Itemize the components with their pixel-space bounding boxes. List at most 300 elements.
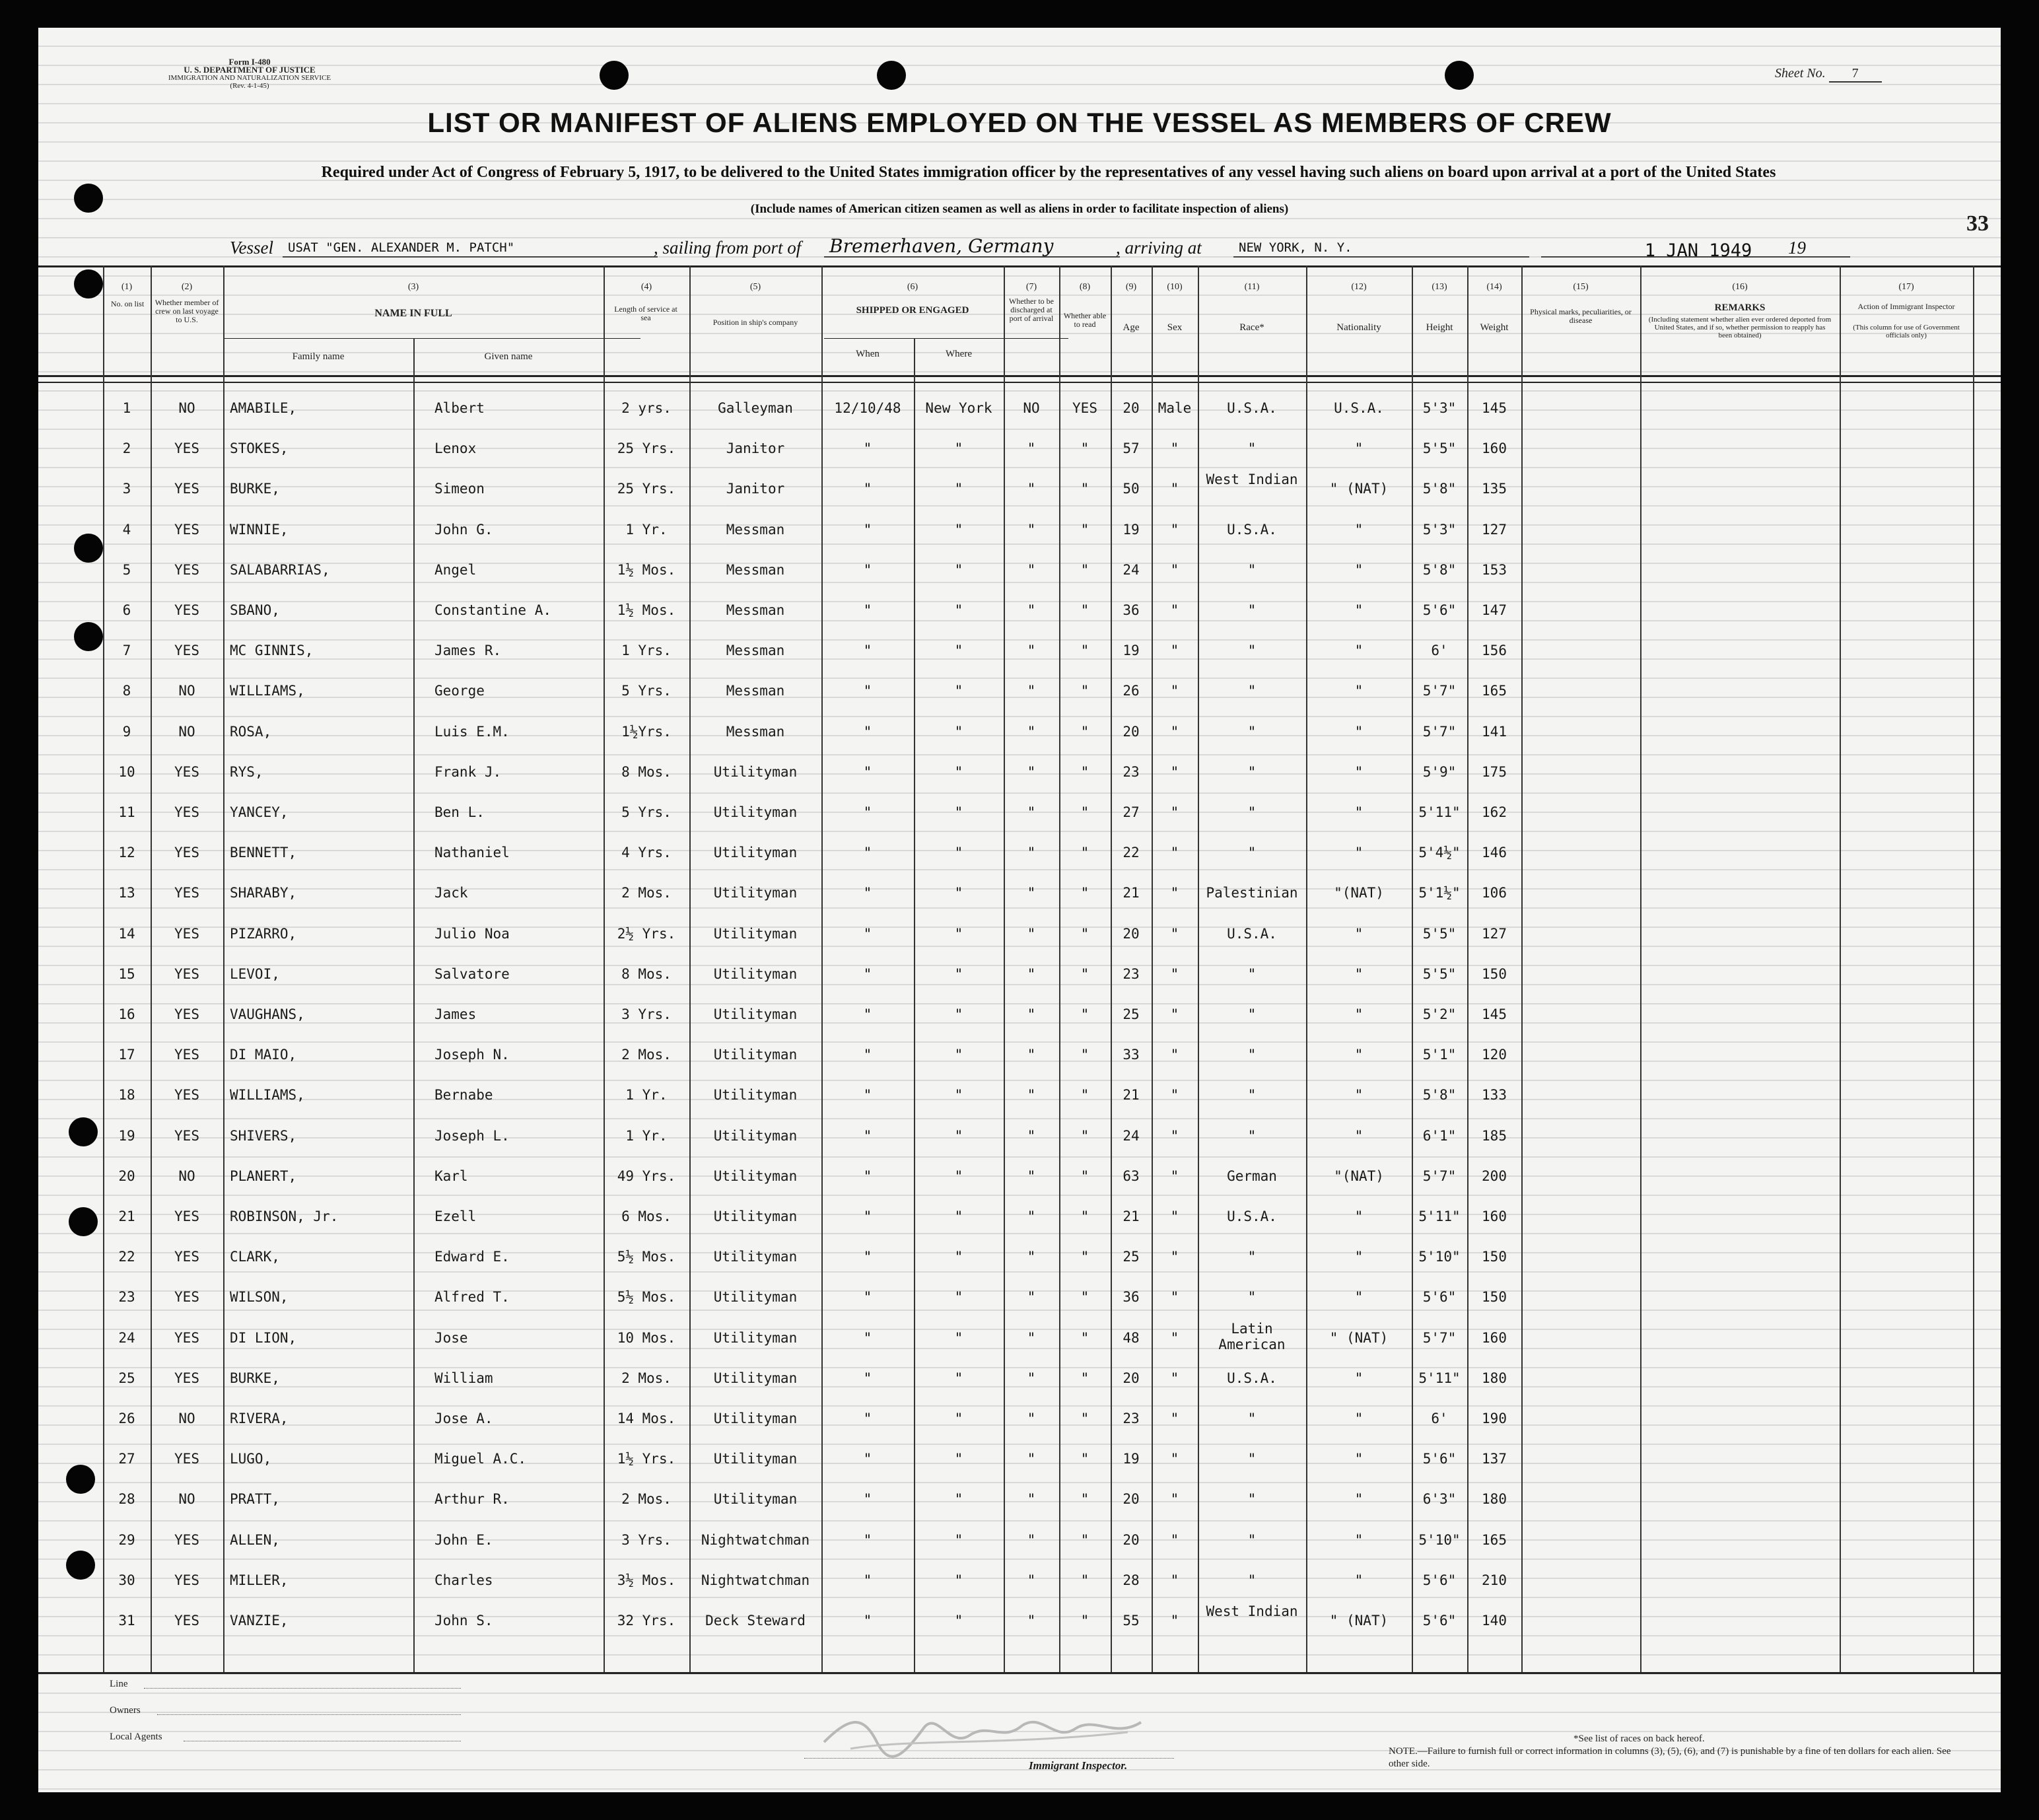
cell-no: 14 (118, 925, 135, 942)
cell-discharged: " (1027, 643, 1036, 659)
col17-header: Action of Immigrant Inspector (1857, 302, 1955, 311)
cell-position: Utilityman (713, 1006, 798, 1022)
cell-height: 5'6" (1422, 1572, 1457, 1588)
cell-sex: " (1170, 440, 1179, 457)
cell-where: " (954, 1087, 963, 1103)
col14-header: Weight (1480, 322, 1509, 333)
cell-sex: " (1170, 763, 1179, 780)
cell-service: 6 Mos. (621, 1208, 672, 1224)
cell-nationality: " (1354, 804, 1364, 820)
cell-weight: 120 (1482, 1047, 1507, 1063)
cell-position: Utilityman (713, 804, 798, 820)
cell-service: 1 Yr. (625, 1127, 668, 1144)
cell-service: 2 yrs. (621, 400, 672, 416)
cell-family: LUGO, (230, 1451, 272, 1467)
cell-given: Julio Noa (434, 925, 510, 942)
cell-family: PRATT, (230, 1491, 280, 1508)
cell-height: 6' (1431, 1411, 1448, 1426)
cell-sex: " (1170, 1289, 1179, 1306)
cell-weight: 127 (1482, 925, 1507, 942)
cell-given: Arthur R. (434, 1491, 510, 1508)
cell-race: U.S.A. (1227, 1370, 1277, 1386)
cell-where: " (954, 885, 963, 901)
cell-given: Joseph N. (434, 1047, 510, 1063)
col6-header: SHIPPED OR ENGAGED (856, 305, 969, 316)
col12-number: (12) (1351, 282, 1367, 292)
cell-no: 2 (122, 440, 131, 457)
cell-weight: 141 (1482, 723, 1507, 740)
cell-discharged: " (1027, 1370, 1036, 1386)
cell-age: 23 (1123, 1411, 1140, 1426)
cell-weight: 150 (1482, 1249, 1507, 1265)
cell-sex: " (1170, 481, 1179, 497)
cell-age: 23 (1123, 965, 1140, 982)
cell-service: 32 Yrs. (617, 1613, 676, 1628)
cell-last: YES (174, 763, 199, 780)
cell-read: " (1080, 763, 1089, 780)
cell-discharged: " (1027, 481, 1036, 497)
cell-nationality: " (NAT) (1329, 1329, 1389, 1346)
cell-where: " (954, 1491, 963, 1508)
cell-weight: 160 (1482, 440, 1507, 457)
cell-when: " (863, 1168, 872, 1184)
cell-family: BURKE, (230, 481, 280, 497)
col15-number: (15) (1573, 282, 1589, 292)
cell-sex: " (1170, 1087, 1179, 1103)
cell-family: RIVERA, (230, 1411, 289, 1426)
cell-read: " (1080, 925, 1089, 942)
cell-weight: 147 (1482, 602, 1507, 618)
cell-family: STOKES, (230, 440, 289, 457)
cell-discharged: " (1027, 1491, 1036, 1508)
cell-weight: 133 (1482, 1087, 1507, 1103)
col10-number: (10) (1167, 282, 1183, 292)
cell-last: NO (178, 723, 195, 740)
cell-where: " (954, 1613, 963, 1628)
cell-position: Nightwatchman (701, 1531, 810, 1548)
cell-sex: Male (1158, 400, 1192, 416)
cell-height: 6'3" (1422, 1491, 1457, 1508)
cell-given: James (434, 1006, 477, 1022)
cell-position: Deck Steward (705, 1613, 806, 1628)
col4-number: (4) (640, 282, 652, 292)
cell-position: Utilityman (713, 1127, 798, 1144)
cell-when: 12/10/48 (834, 400, 901, 416)
cell-no: 9 (122, 723, 131, 740)
cell-read: " (1080, 1249, 1089, 1265)
cell-read: " (1080, 1208, 1089, 1224)
cell-read: " (1080, 643, 1089, 659)
cell-height: 5'11" (1418, 1208, 1461, 1224)
cell-race: " (1247, 723, 1257, 740)
cell-nationality: "(NAT) (1334, 1168, 1384, 1184)
cell-last: YES (174, 1127, 199, 1144)
cell-when: " (863, 1289, 872, 1306)
cell-weight: 153 (1482, 561, 1507, 578)
cell-no: 23 (118, 1289, 135, 1306)
cell-height: 5'6" (1422, 1289, 1457, 1306)
vessel-line (230, 235, 1881, 264)
line-label: Line (110, 1679, 128, 1689)
cell-weight: 175 (1482, 763, 1507, 780)
cell-height: 5'2" (1422, 1006, 1457, 1022)
cell-given: Bernabe (434, 1087, 493, 1103)
cell-weight: 210 (1482, 1572, 1507, 1588)
cell-weight: 146 (1482, 845, 1507, 861)
cell-where: " (954, 521, 963, 538)
document-title: LIST OR MANIFEST OF ALIENS EMPLOYED ON THE VESSEL AS MEMBERS OF CREW (427, 107, 1612, 138)
cell-discharged: " (1027, 1289, 1036, 1306)
cell-position: Messman (726, 643, 785, 659)
cell-age: 55 (1123, 1613, 1140, 1628)
cell-weight: 137 (1482, 1451, 1507, 1467)
cell-family: WINNIE, (230, 521, 289, 538)
cell-no: 27 (118, 1451, 135, 1467)
col3-number: (3) (407, 282, 419, 292)
cell-position: Utilityman (713, 845, 798, 861)
cell-no: 4 (122, 521, 131, 538)
cell-position: Utilityman (713, 1249, 798, 1265)
cell-race: " (1247, 1087, 1257, 1103)
cell-race: " (1247, 1006, 1257, 1022)
cell-given: Ezell (434, 1208, 477, 1224)
cell-no: 15 (118, 965, 135, 982)
cell-race: " (1247, 602, 1257, 618)
cell-family: BENNETT, (230, 845, 297, 861)
cell-service: 5½ Mos. (617, 1289, 676, 1306)
cell-race: " (1247, 1047, 1257, 1063)
cell-given: Karl (434, 1168, 468, 1184)
cell-when: " (863, 602, 872, 618)
cell-height: 6' (1431, 643, 1448, 659)
cell-race: West Indian (1206, 1603, 1298, 1619)
cell-where: " (954, 1531, 963, 1548)
cell-no: 3 (122, 481, 131, 497)
cell-when: " (863, 440, 872, 457)
cell-weight: 106 (1482, 885, 1507, 901)
cell-when: " (863, 561, 872, 578)
cell-age: 28 (1123, 1572, 1140, 1588)
cell-last: YES (174, 845, 199, 861)
cell-race: " (1247, 965, 1257, 982)
cell-age: 21 (1123, 885, 1140, 901)
cell-nationality: " (1354, 845, 1364, 861)
cell-race: " (1247, 1572, 1257, 1588)
cell-height: 5'9" (1422, 763, 1457, 780)
cell-read: " (1080, 521, 1089, 538)
cell-position: Utilityman (713, 1289, 798, 1306)
cell-age: 26 (1123, 683, 1140, 699)
cell-no: 22 (118, 1249, 135, 1265)
cell-discharged: " (1027, 1329, 1036, 1346)
col1-header: No. on list (110, 299, 145, 308)
cell-position: Janitor (726, 440, 785, 457)
cell-given: Jack (434, 885, 468, 901)
col1-number: (1) (121, 282, 133, 292)
cell-height: 5'7" (1422, 683, 1457, 699)
cell-given: Simeon (434, 481, 485, 497)
cell-sex: " (1170, 1613, 1179, 1628)
cell-read: " (1080, 683, 1089, 699)
cell-read: " (1080, 1006, 1089, 1022)
cell-given: Joseph L. (434, 1127, 510, 1144)
cell-when: " (863, 723, 872, 740)
cell-age: 20 (1123, 723, 1140, 740)
cell-height: 5'5" (1422, 965, 1457, 982)
cell-last: YES (174, 1613, 199, 1628)
cell-where: " (954, 1370, 963, 1386)
cell-family: ROBINSON, Jr. (230, 1208, 339, 1224)
cell-no: 11 (118, 804, 135, 820)
cell-age: 23 (1123, 763, 1140, 780)
col16-subheader: (Including statement whether alien ever ordered deported from United States, and if so, whether permission to reapply has been obtained) (1648, 316, 1832, 339)
cell-age: 25 (1123, 1249, 1140, 1265)
cell-given: Frank J. (434, 763, 502, 780)
cell-last: YES (174, 1329, 199, 1346)
cell-given: Constantine A. (434, 602, 552, 618)
cell-service: 2 Mos. (621, 885, 672, 901)
cell-no: 7 (122, 643, 131, 659)
cell-age: 36 (1123, 1289, 1140, 1306)
cell-race: U.S.A. (1227, 925, 1277, 942)
cell-when: " (863, 1451, 872, 1467)
sheet-number (1775, 66, 1882, 83)
cell-race: Latin American (1218, 1320, 1286, 1352)
cell-position: Messman (726, 521, 785, 538)
cell-family: ALLEN, (230, 1531, 280, 1548)
cell-weight: 156 (1482, 643, 1507, 659)
col14-number: (14) (1486, 282, 1502, 292)
cell-height: 5'8" (1422, 561, 1457, 578)
owners-label: Owners (110, 1705, 141, 1716)
cell-where: " (954, 1411, 963, 1426)
cell-family: YANCEY, (230, 804, 289, 820)
cell-where: " (954, 481, 963, 497)
cell-race: " (1247, 440, 1257, 457)
year-label: 19 (1788, 238, 1806, 258)
cell-last: YES (174, 885, 199, 901)
cell-last: YES (174, 1531, 199, 1548)
cell-weight: 135 (1482, 481, 1507, 497)
cell-age: 20 (1123, 400, 1140, 416)
cell-sex: " (1170, 561, 1179, 578)
arrival-port: NEW YORK, N. Y. (1233, 240, 1529, 258)
cell-read: " (1080, 1329, 1089, 1346)
cell-sex: " (1170, 804, 1179, 820)
sheet-number-label: Sheet No. (1775, 66, 1826, 81)
cell-discharged: " (1027, 1451, 1036, 1467)
cell-height: 5'8" (1422, 1087, 1457, 1103)
cell-position: Nightwatchman (701, 1572, 810, 1588)
cell-age: 24 (1123, 561, 1140, 578)
cell-nationality: " (1354, 602, 1364, 618)
cell-read: " (1080, 1411, 1089, 1426)
cell-service: 1 Yr. (625, 1087, 668, 1103)
cell-where: " (954, 440, 963, 457)
cell-age: 48 (1123, 1329, 1140, 1346)
cell-when: " (863, 1491, 872, 1508)
col2-number: (2) (181, 282, 193, 292)
cell-when: " (863, 804, 872, 820)
cell-race: " (1247, 1531, 1257, 1548)
cell-discharged: " (1027, 1087, 1036, 1103)
col16-header: REMARKS (1714, 302, 1766, 313)
cell-position: Utilityman (713, 1451, 798, 1467)
col5-number: (5) (749, 282, 761, 292)
cell-height: 5'5" (1422, 925, 1457, 942)
cell-sex: " (1170, 925, 1179, 942)
col7-number: (7) (1025, 282, 1037, 292)
cell-when: " (863, 925, 872, 942)
cell-read: " (1080, 1613, 1089, 1628)
cell-sex: " (1170, 1047, 1179, 1063)
cell-sex: " (1170, 965, 1179, 982)
cell-last: YES (174, 521, 199, 538)
crew-table (38, 265, 2001, 1672)
cell-last: YES (174, 643, 199, 659)
cell-discharged: " (1027, 1047, 1036, 1063)
cell-weight: 140 (1482, 1613, 1507, 1628)
cell-when: " (863, 1531, 872, 1548)
cell-when: " (863, 1127, 872, 1144)
cell-age: 63 (1123, 1168, 1140, 1184)
cell-sex: " (1170, 1329, 1179, 1346)
cell-when: " (863, 965, 872, 982)
cell-where: " (954, 804, 963, 820)
cell-where: " (954, 925, 963, 942)
cell-height: 5'6" (1422, 602, 1457, 618)
cell-race: " (1247, 643, 1257, 659)
where-header: Where (946, 349, 972, 359)
cell-no: 31 (118, 1613, 135, 1628)
cell-age: 25 (1123, 1006, 1140, 1022)
cell-discharged: " (1027, 1208, 1036, 1224)
cell-age: 57 (1123, 440, 1140, 457)
cell-family: PLANERT, (230, 1168, 297, 1184)
cell-no: 16 (118, 1006, 135, 1022)
cell-when: " (863, 1411, 872, 1426)
col13-header: Height (1426, 322, 1453, 333)
cell-sex: " (1170, 1127, 1179, 1144)
punch-hole (877, 61, 906, 90)
cell-weight: 127 (1482, 521, 1507, 538)
cell-weight: 180 (1482, 1370, 1507, 1386)
cell-last: YES (174, 1451, 199, 1467)
cell-height: 5'10" (1418, 1249, 1461, 1265)
cell-given: Luis E.M. (434, 723, 510, 740)
footer-note (1389, 1733, 1970, 1770)
cell-nationality: " (1354, 1127, 1364, 1144)
arriving-label: , arriving at (1116, 238, 1202, 258)
cell-nationality: " (1354, 723, 1364, 740)
cell-no: 21 (118, 1208, 135, 1224)
cell-when: " (863, 1047, 872, 1063)
cell-position: Janitor (726, 481, 785, 497)
cell-sex: " (1170, 845, 1179, 861)
cell-last: YES (174, 925, 199, 942)
cell-read: " (1080, 602, 1089, 618)
form-identifier (118, 58, 382, 90)
cell-where: New York (925, 400, 992, 416)
cell-race: " (1247, 683, 1257, 699)
cell-read: " (1080, 561, 1089, 578)
cell-discharged: " (1027, 1249, 1036, 1265)
cell-when: " (863, 1329, 872, 1346)
cell-discharged: " (1027, 1572, 1036, 1588)
cell-height: 5'1" (1422, 1047, 1457, 1063)
cell-service: 1 Yr. (625, 521, 668, 538)
cell-sex: " (1170, 521, 1179, 538)
cell-where: " (954, 1047, 963, 1063)
cell-service: 10 Mos. (617, 1329, 676, 1346)
col3-header: NAME IN FULL (374, 308, 452, 319)
cell-position: Utilityman (713, 1491, 798, 1508)
cell-service: 1 Yrs. (621, 643, 672, 659)
cell-last: NO (178, 400, 195, 416)
cell-where: " (954, 683, 963, 699)
form-service: IMMIGRATION AND NATURALIZATION SERVICE (168, 74, 331, 82)
cell-given: Edward E. (434, 1249, 510, 1265)
cell-age: 20 (1123, 1370, 1140, 1386)
cell-discharged: " (1027, 1168, 1036, 1184)
cell-no: 18 (118, 1087, 135, 1103)
cell-family: SHIVERS, (230, 1127, 297, 1144)
cell-sex: " (1170, 643, 1179, 659)
cell-weight: 150 (1482, 965, 1507, 982)
cell-age: 21 (1123, 1087, 1140, 1103)
col9-number: (9) (1125, 282, 1137, 292)
cell-discharged: NO (1023, 400, 1040, 416)
cell-weight: 200 (1482, 1168, 1507, 1184)
vessel-name: USAT "GEN. ALEXANDER M. PATCH" (283, 240, 658, 258)
cell-last: YES (174, 1249, 199, 1265)
cell-no: 26 (118, 1411, 135, 1426)
cell-nationality: " (1354, 1411, 1364, 1426)
cell-sex: " (1170, 1451, 1179, 1467)
cell-discharged: " (1027, 1531, 1036, 1548)
col10-header: Sex (1167, 322, 1183, 333)
cell-nationality: " (1354, 1006, 1364, 1022)
cell-family: WILSON, (230, 1289, 289, 1306)
cell-given: John G. (434, 521, 493, 538)
cell-discharged: " (1027, 804, 1036, 820)
cell-given: George (434, 683, 485, 699)
cell-position: Utilityman (713, 965, 798, 982)
when-header: When (856, 349, 880, 359)
cell-age: 50 (1123, 481, 1140, 497)
cell-no: 5 (122, 561, 131, 578)
cell-no: 17 (118, 1047, 135, 1063)
cell-position: Messman (726, 723, 785, 740)
cell-family: DI LION, (230, 1329, 297, 1346)
cell-family: VAUGHANS, (230, 1006, 305, 1022)
cell-given: Salvatore (434, 965, 510, 982)
cell-given: Albert (434, 400, 485, 416)
vessel-label: Vessel (230, 238, 273, 258)
cell-position: Messman (726, 683, 785, 699)
cell-given: Charles (434, 1572, 493, 1588)
cell-when: " (863, 1006, 872, 1022)
cell-last: NO (178, 1411, 195, 1426)
cell-last: YES (174, 481, 199, 497)
cell-read: " (1080, 1168, 1089, 1184)
local-agents-label: Local Agents (110, 1732, 162, 1742)
cell-sex: " (1170, 885, 1179, 901)
cell-nationality: " (1354, 561, 1364, 578)
cell-where: " (954, 1451, 963, 1467)
races-note: *See list of races on back hereof. (1573, 1733, 1705, 1744)
cell-nationality: " (1354, 1249, 1364, 1265)
